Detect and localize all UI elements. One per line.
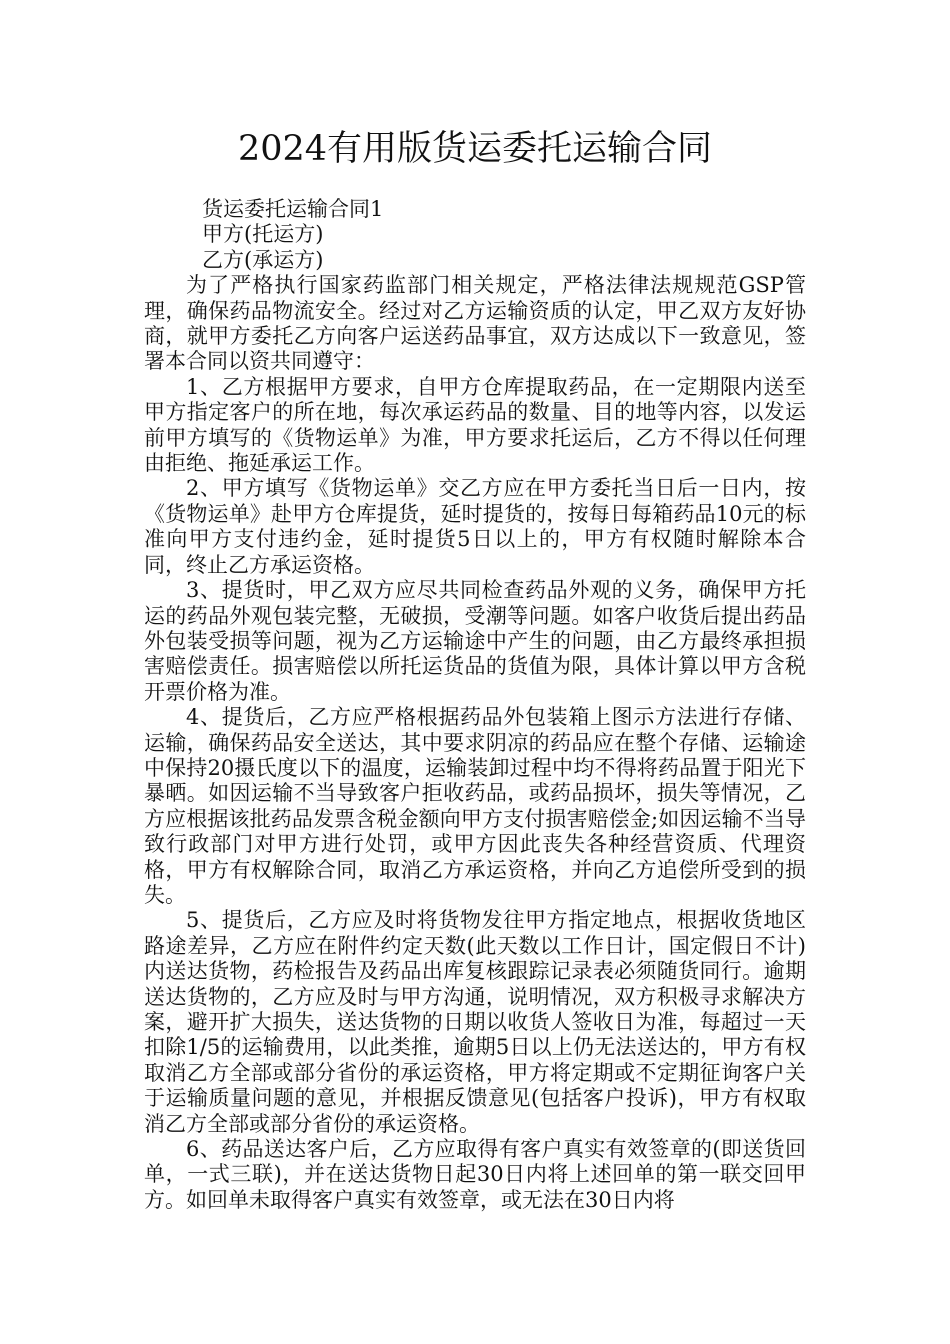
contract-subtitle: 货运委托运输合同1: [202, 197, 384, 221]
clause-3-paragraph: 3、提货时，甲乙双方应尽共同检查药品外观的义务，确保甲方托运的药品外观包装完整，无破损，受潮等问题。如客户收货后提出药品外包装受损等问题，视为乙方运输途中产生的问题，由乙方最终承担损害赔偿责任。损害赔偿以所托运货品的货值为限，具体计算以甲方含税开票价格为准。: [144, 578, 806, 704]
party-b-line: 乙方(承运方): [202, 247, 324, 272]
clause-6-paragraph: 6、药品送达客户后，乙方应取得有客户真实有效签章的(即送货回单，一式三联)，并在送达货物日起30日内将上述回单的第一联交回甲方。如回单未取得客户真实有效签章，或无法在30日内将: [144, 1137, 806, 1212]
clause-4-paragraph: 4、提货后，乙方应严格根据药品外包装箱上图示方法进行存储、运输，确保药品安全送达，其中要求阴凉的药品应在整个存储、运输途中保持20摄氏度以下的温度，运输装卸过程中均不得将药品置于阳光下暴晒。如因运输不当导致客户拒收药品，或药品损坏，损失等情况，乙方应根据该批药品发票含税金额向甲方支付损害赔偿金;如因运输不当导致行政部门对甲方进行处罚，或甲方因此丧失各种经营资质、代理资格，甲方有权解除合同，取消乙方承运资格，并向乙方追偿所受到的损失。: [144, 705, 806, 907]
document-title: 2024有用版货运委托运输合同: [237, 129, 713, 169]
clause-2-paragraph: 2、甲方填写《货物运单》交乙方应在甲方委托当日后一日内，按《货物运单》赴甲方仓库提货，延时提货的，按每日每箱药品10元的标准向甲方支付违约金，延时提货5日以上的，甲方有权随时解除本合同，终止乙方承运资格。: [144, 476, 806, 577]
clause-5-paragraph: 5、提货后，乙方应及时将货物发往甲方指定地点，根据收货地区路途差异，乙方应在附件约定天数(此天数以工作日计，国定假日不计)内送达货物，药检报告及药品出库复核跟踪记录表必须随货同行。逾期送达货物的，乙方应及时与甲方沟通，说明情况，双方积极寻求解决方案，避开扩大损失，送达货物的日期以收货人签收日为准，每超过一天扣除1/5的运输费用，以此类推，逾期5日以上仍无法送达的，甲方有权取消乙方全部或部分省份的承运资格，甲方将定期或不定期征询客户关于运输质量问题的意见，并根据反馈意见(包括客户投诉)，甲方有权取消乙方全部或部分省份的承运资格。: [144, 908, 806, 1136]
clause-1-paragraph: 1、乙方根据甲方要求，自甲方仓库提取药品，在一定期限内送至甲方指定客户的所在地，每次承运药品的数量、目的地等内容，以发运前甲方填写的《货物运单》为准，甲方要求托运后，乙方不得以任何理由拒绝、拖延承运工作。: [144, 374, 806, 476]
document-body: [144, 197, 806, 1213]
preamble-paragraph: 为了严格执行国家药监部门相关规定，严格法律法规规范GSP管理，确保药品物流安全。经过对乙方运输资质的认定，甲乙双方友好协商，就甲方委托乙方向客户运送药品事宜，双方达成以下一致意见，签署本合同以资共同遵守：: [144, 273, 806, 374]
party-a-line: 甲方(托运方): [202, 222, 324, 247]
